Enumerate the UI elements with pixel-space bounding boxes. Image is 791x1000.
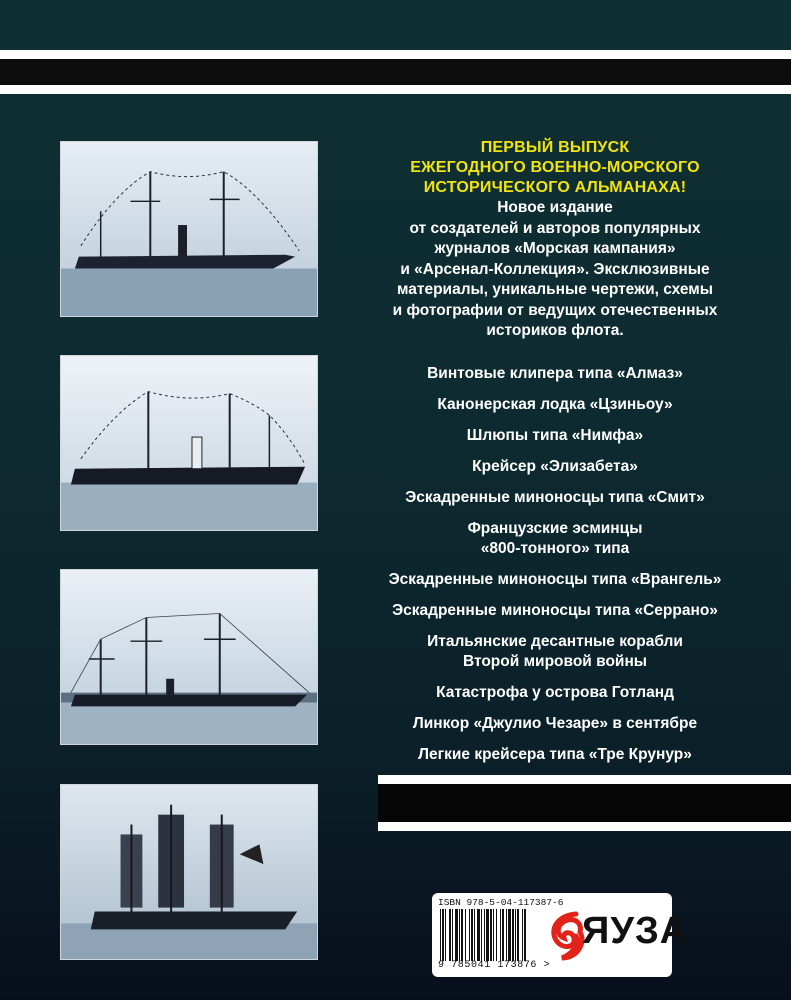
contents-item-text: Эскадренные миноносцы типа «Врангель» bbox=[388, 571, 722, 588]
intro-text-line: и «Арсенал-Коллекция». Эксклюзивные bbox=[400, 260, 710, 278]
contents-item-text: Винтовые клипера типа «Алмаз» bbox=[427, 365, 683, 382]
contents-item bbox=[340, 683, 770, 703]
contents-item bbox=[340, 364, 770, 384]
contents-item bbox=[340, 488, 770, 508]
contents-item-text: Французские эсминцы bbox=[467, 520, 643, 537]
headline-line: ПЕРВЫЙ ВЫПУСК bbox=[480, 139, 630, 156]
ship-photo-3 bbox=[60, 569, 318, 745]
intro-text-line: журналов «Морская кампания» bbox=[434, 240, 676, 257]
flag-stripe-black bbox=[378, 784, 791, 822]
ship-photo-1 bbox=[60, 141, 318, 317]
contents-item-text: Эскадренные миноносцы типа «Смит» bbox=[405, 489, 705, 506]
intro-text-line: от создателей и авторов популярных bbox=[409, 219, 701, 237]
intro-text-line: историков флота. bbox=[486, 322, 624, 339]
intro-block bbox=[340, 138, 770, 342]
ship-photo-4 bbox=[60, 784, 318, 960]
contents-item-text: Катастрофа у острова Готланд bbox=[436, 684, 674, 701]
intro-text-line: материалы, уникальные чертежи, схемы bbox=[397, 281, 713, 298]
barcode-digits: 9 785041 173876 > bbox=[438, 960, 551, 971]
contents-item-text: Второй мировой войны bbox=[462, 653, 648, 670]
publisher-swirl-icon bbox=[546, 908, 586, 964]
contents-item bbox=[340, 426, 770, 446]
intro-text-line: и фотографии от ведущих отечественных bbox=[392, 301, 718, 319]
contents-item bbox=[340, 395, 770, 415]
contents-item bbox=[340, 457, 770, 477]
contents-item bbox=[340, 570, 770, 590]
contents-item bbox=[340, 519, 770, 559]
contents-item-text: Шлюпы типа «Нимфа» bbox=[466, 427, 644, 444]
barcode-bars bbox=[440, 909, 558, 961]
contents-item-text: Линкор «Джулио Чезаре» в сентябре bbox=[412, 715, 698, 732]
isbn-text: ISBN 978-5-04-117387-6 bbox=[438, 897, 564, 908]
contents-item-text: «800-тонного» типа bbox=[480, 540, 630, 557]
headline-line: ИСТОРИЧЕСКОГО АЛЬМАНАХА! bbox=[423, 179, 687, 196]
contents-item bbox=[340, 632, 770, 672]
publisher-logo-text: ЯУЗА bbox=[582, 910, 689, 952]
contents-item-text: Легкие крейсера типа «Тре Крунур» bbox=[418, 746, 692, 763]
contents-item-text: Канонерская лодка «Цзиньоу» bbox=[437, 396, 673, 413]
intro-text-line: Новое издание bbox=[497, 199, 613, 216]
ship-photo-2 bbox=[60, 355, 318, 531]
contents-item bbox=[340, 714, 770, 734]
contents-item bbox=[340, 601, 770, 621]
headline-line: ЕЖЕГОДНОГО ВОЕННО-МОРСКОГО bbox=[410, 159, 700, 176]
contents-item-text: Эскадренные миноносцы типа «Серрано» bbox=[392, 602, 718, 619]
contents-item-text: Итальянские десантные корабли bbox=[427, 633, 683, 650]
contents-item-text: Крейсер «Элизабета» bbox=[472, 458, 638, 475]
contents-item bbox=[340, 745, 770, 765]
contents-list bbox=[340, 364, 770, 776]
publisher-logo bbox=[546, 900, 689, 970]
top-stripe-black bbox=[0, 59, 791, 85]
